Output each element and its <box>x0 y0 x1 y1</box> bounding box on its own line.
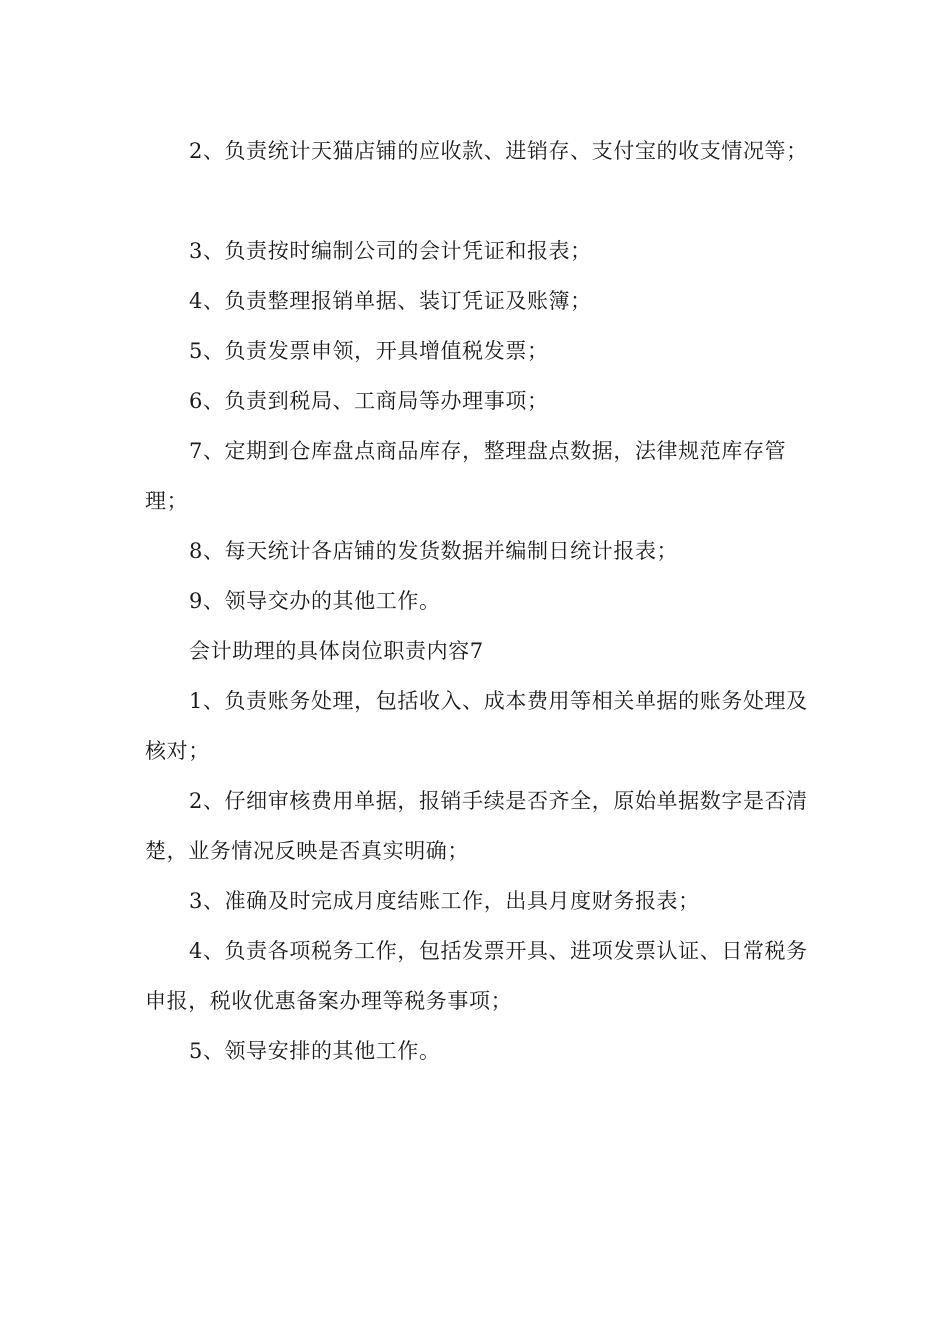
paragraph-item-1-accounting: 1、负责账务处理，包括收入、成本费用等相关单据的账务处理及核对； <box>145 689 808 763</box>
paragraph-item-8-daily-stats: 8、每天统计各店铺的发货数据并编制日统计报表； <box>189 539 679 563</box>
paragraph-item-9-other-work: 9、领导交办的其他工作。 <box>189 589 441 613</box>
paragraph-item-7-inventory: 7、定期到仓库盘点商品库存，整理盘点数据，法律规范库存管理； <box>145 439 787 513</box>
paragraph-item-2-tmall-stats: 2、负责统计天猫店铺的应收款、进销存、支付宝的收支情况等； <box>189 139 808 163</box>
paragraph-item-5-invoices: 5、负责发票申领，开具增值税发票； <box>189 339 549 363</box>
paragraph-item-3-month-end: 3、准确及时完成月度结账工作，出具月度财务报表； <box>189 889 700 913</box>
paragraph-item-6-tax-bureau: 6、负责到税局、工商局等办理事项； <box>189 389 549 413</box>
paragraph-item-4-reimbursement: 4、负责整理报销单据、装订凭证及账簿； <box>189 289 592 313</box>
paragraph-item-3-vouchers-reports: 3、负责按时编制公司的会计凭证和报表； <box>189 239 592 263</box>
section-heading: 会计助理的具体岗位职责内容7 <box>189 639 484 663</box>
paragraph-item-4-tax-work: 4、负责各项税务工作，包括发票开具、进项发票认证、日常税务申报，税收优惠备案办理等税务事项； <box>145 939 808 1013</box>
paragraph-item-2-expense-review: 2、仔细审核费用单据，报销手续是否齐全，原始单据数字是否清楚，业务情况反映是否真实明确； <box>145 789 808 863</box>
paragraph-item-5-other-work: 5、领导安排的其他工作。 <box>189 1039 441 1063</box>
